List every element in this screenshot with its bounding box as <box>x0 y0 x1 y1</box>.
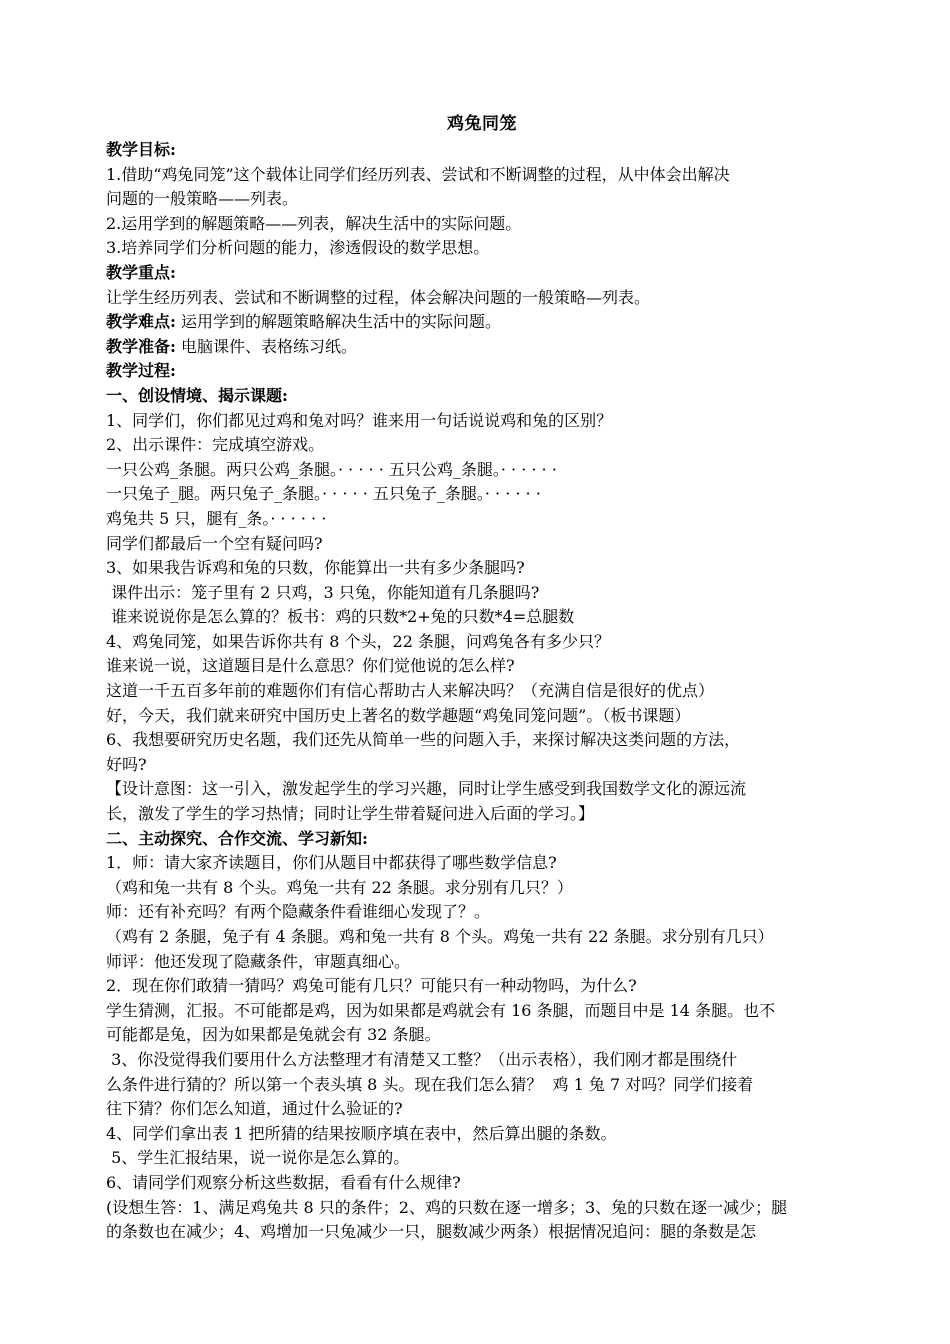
text-line <box>106 236 858 261</box>
text-line <box>106 1171 858 1196</box>
line-text: 问题的一般策略——列表。 <box>106 189 299 209</box>
line-text: 运用学到的解题策略解决生活中的实际问题。 <box>181 312 502 332</box>
text-line <box>106 556 858 581</box>
line-text: (设想生答：1、满足鸡兔共 8 只的条件；2、鸡的只数在逐一增多；3、兔的只数在逐一减少；腿 <box>106 1197 788 1217</box>
text-line <box>106 876 858 901</box>
line-text: 好吗? <box>106 754 147 774</box>
text-line <box>106 925 858 950</box>
text-line <box>106 704 858 729</box>
text-line <box>106 1122 858 1147</box>
line-text: 学生猜测，汇报。不可能都是鸡，因为如果都是鸡就会有 16 条腿，而题目中是 14 条腿。也不 <box>106 1000 776 1020</box>
text-line <box>106 581 858 606</box>
line-text: 电脑课件、表格练习纸。 <box>181 336 358 356</box>
section-label: 教学目标: <box>106 140 176 159</box>
line-text: 【设计意图：这一引入，激发起学生的学习兴趣，同时让学生感受到我国数学文化的源远流 <box>106 779 747 799</box>
text-line <box>106 605 858 630</box>
line-text: 2、出示课件：完成填空游戏。 <box>106 435 325 455</box>
line-text: 1．师：请大家齐读题目，你们从题目中都获得了哪些数学信息? <box>106 853 557 873</box>
section-label: 教学难点: <box>106 312 176 332</box>
line-text: 课件出示：笼子里有 2 只鸡，3 只兔，你能知道有几条腿吗? <box>106 582 540 602</box>
text-line <box>106 654 858 679</box>
text-line <box>106 950 858 975</box>
section-label: 一、创设情境、揭示课题: <box>106 385 288 405</box>
text-line <box>106 212 858 237</box>
text-line <box>106 384 858 409</box>
text-line <box>106 310 858 335</box>
section-label: 教学重点: <box>106 262 176 282</box>
line-text: 3、你没觉得我们要用什么方法整理才有清楚又工整？（出示表格），我们刚才都是围绕什 <box>106 1049 738 1069</box>
text-line <box>106 777 858 802</box>
text-line <box>106 359 858 384</box>
line-text: 1、同学们，你们都见过鸡和兔对吗？谁来用一句话说说鸡和兔的区别？ <box>106 410 613 430</box>
line-text: 一只公鸡_条腿。两只公鸡_条腿。· · · · · 五只公鸡_条腿。· · · · · · <box>106 459 557 479</box>
line-text: 谁来说说你是怎么算的？板书：鸡的只数*2+兔的只数*4=总腿数 <box>106 607 575 627</box>
text-line <box>106 286 858 311</box>
text-line <box>106 851 858 876</box>
text-line <box>106 900 858 925</box>
line-text: 同学们都最后一个空有疑问吗? <box>106 533 323 553</box>
text-line <box>106 630 858 655</box>
line-text: 的条数也在减少；4、鸡增加一只兔减少一只，腿数减少两条）根据情况追问：腿的条数是怎 <box>106 1222 757 1242</box>
text-line <box>106 1196 858 1221</box>
text-line <box>106 999 858 1024</box>
line-text: 这道一千五百多年前的难题你们有信心帮助古人来解决吗？（充满自信是很好的优点） <box>106 681 715 701</box>
text-line <box>106 335 858 360</box>
text-line <box>106 1073 858 1098</box>
text-line <box>106 261 858 286</box>
line-text: （鸡和兔一共有 8 个头。鸡兔一共有 22 条腿。求分别有几只？） <box>106 877 573 897</box>
line-text: 4、同学们拿出表 1 把所猜的结果按顺序填在表中，然后算出腿的条数。 <box>106 1123 617 1143</box>
text-line <box>106 974 858 999</box>
text-line <box>106 1146 858 1171</box>
line-text: 1.借助“鸡兔同笼”这个载体让同学们经历列表、尝试和不断调整的过程，从中体会出解决 <box>106 164 730 184</box>
line-text: 6、请同学们观察分析这些数据，看看有什么规律? <box>106 1172 461 1192</box>
line-text: 3、如果我告诉鸡和兔的只数，你能算出一共有多少条腿吗? <box>106 558 525 578</box>
line-text: 么条件进行猜的？所以第一个表头填 8 头。现在我们怎么猜？ 鸡 1 兔 7 对吗？同学们接着 <box>106 1074 754 1094</box>
line-text: 3.培养同学们分析问题的能力，渗透假设的数学思想。 <box>106 238 490 258</box>
text-line <box>106 458 858 483</box>
text-line <box>106 1023 858 1048</box>
text-line <box>106 1048 858 1073</box>
line-text: 好，今天，我们就来研究中国历史上著名的数学趣题“鸡兔同笼问题”。（板书课题） <box>106 705 691 725</box>
section-label: 二、主动探究、合作交流、学习新知: <box>106 828 368 848</box>
text-line <box>106 1220 858 1245</box>
line-text: 鸡兔共 5 只，腿有_条。· · · · · · <box>106 508 327 528</box>
line-text: 谁来说一说，这道题目是什么意思？你们觉他说的怎么样? <box>106 656 515 676</box>
text-line <box>106 163 858 188</box>
text-line <box>106 827 858 852</box>
section-label: 教学准备: <box>106 336 176 356</box>
text-line <box>106 482 858 507</box>
text-line <box>106 433 858 458</box>
line-text: 往下猜？你们怎么知道，通过什么验证的? <box>106 1099 403 1119</box>
line-text: 4、鸡兔同笼，如果告诉你共有 8 个头，22 条腿，问鸡兔各有多少只？ <box>106 631 610 651</box>
line-text: 师评：他还发现了隐藏条件，审题真细心。 <box>106 951 411 971</box>
line-text: 6、我想要研究历史名题，我们还先从简单一些的问题入手，来探讨解决这类问题的方法， <box>106 730 741 750</box>
text-line <box>106 802 858 827</box>
section-label: 教学过程: <box>106 361 176 381</box>
line-text: 5、学生汇报结果，说一说你是怎么算的。 <box>106 1148 410 1168</box>
document-body <box>106 138 858 1245</box>
line-text: （鸡有 2 条腿，兔子有 4 条腿。鸡和兔一共有 8 个头。鸡兔一共有 22 条腿。求分别有几只） <box>106 927 774 946</box>
text-line <box>106 187 858 212</box>
document-page <box>106 110 858 1245</box>
text-line <box>106 728 858 753</box>
text-line <box>106 1097 858 1122</box>
text-line <box>106 679 858 704</box>
line-text: 可能都是兔，因为如果都是兔就会有 32 条腿。 <box>106 1025 441 1045</box>
line-text: 师：还有补充吗？有两个隐藏条件看谁细心发现了？。 <box>106 902 491 922</box>
text-line <box>106 753 858 778</box>
line-text: 让学生经历列表、尝试和不断调整的过程，体会解决问题的一般策略—列表。 <box>106 287 651 307</box>
document-title: 鸡兔同笼 <box>447 114 517 134</box>
line-text: 2．现在你们敢猜一猜吗？鸡兔可能有几只？可能只有一种动物吗，为什么? <box>106 976 637 996</box>
text-line <box>106 507 858 532</box>
line-text: 2.运用学到的解题策略——列表，解决生活中的实际问题。 <box>106 213 522 233</box>
line-text: 长，激发了学生的学习热情；同时让学生带着疑问进入后面的学习。】 <box>106 804 595 824</box>
text-line <box>106 138 858 163</box>
line-text: 一只兔子_腿。两只兔子_条腿。· · · · · 五只兔子_条腿。· · · · · · <box>106 484 541 504</box>
text-line <box>106 532 858 557</box>
text-line <box>106 409 858 434</box>
